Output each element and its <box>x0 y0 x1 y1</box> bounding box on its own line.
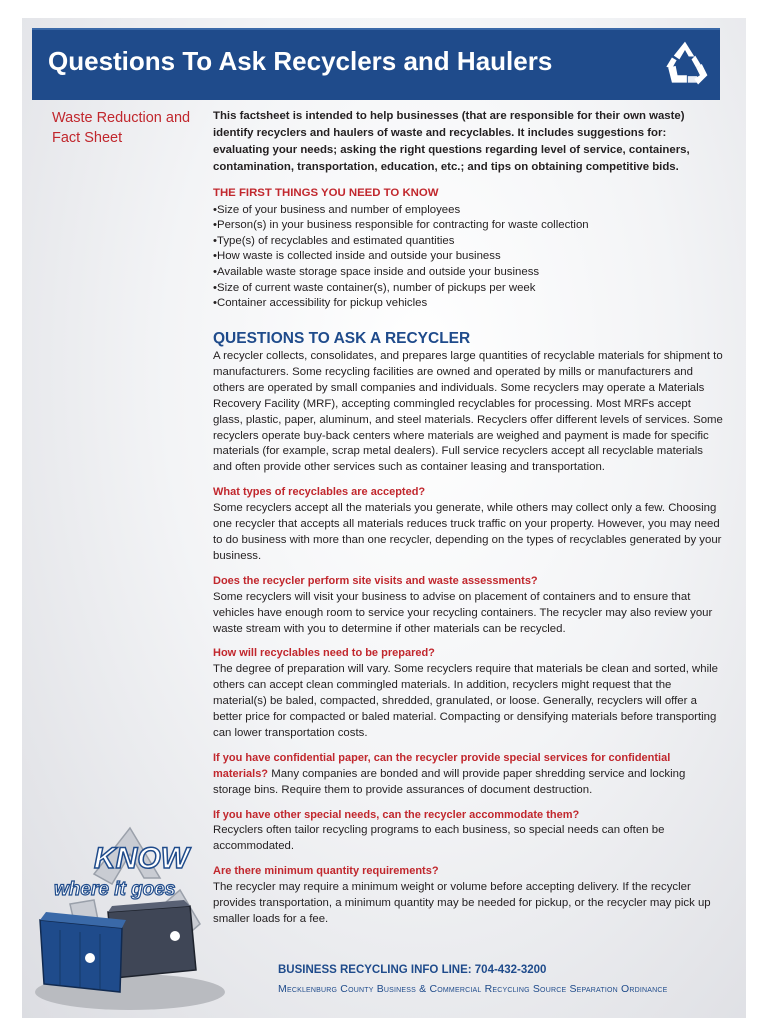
question-block <box>213 485 723 565</box>
question-answer: Many companies are bonded and will provide paper shredding service and locking storage bins. Require them to provide assurances of document destruction. <box>213 767 686 796</box>
recycle-icon <box>657 36 713 92</box>
list-item: • How waste is collected inside and outside your business <box>213 249 723 265</box>
question-block <box>213 751 723 799</box>
graphic-know-text: KNOW <box>94 842 189 875</box>
first-things-heading: THE FIRST THINGS YOU NEED TO KNOW <box>213 187 439 199</box>
recycler-section-body <box>213 349 723 928</box>
question-answer: Some recyclers accept all the materials you generate, while others may collect only a few. Choosing one recycler that accepts all materials reduces truck traffic on your property. However, you may need to do business with more than one recycler, depending on the types of recyclables generated by your business. <box>213 502 722 562</box>
list-item: • Person(s) in your business responsible for contracting for waste collection <box>213 218 723 234</box>
list-item: • Size of your business and number of employees <box>213 203 723 219</box>
know-where-it-goes-graphic <box>30 820 230 1010</box>
question-heading: Are there minimum quantity requirements? <box>213 865 439 878</box>
question-heading: Does the recycler perform site visits and waste assessments? <box>213 574 538 587</box>
list-item: • Container accessibility for pickup vehicles <box>213 296 723 312</box>
recycle-icon <box>85 953 95 963</box>
question-heading: What types of recyclables are accepted? <box>213 486 426 499</box>
first-things-section <box>213 186 723 312</box>
page-title: Questions To Ask Recyclers and Haulers <box>48 46 553 76</box>
list-item: • Type(s) of recyclables and estimated quantities <box>213 234 723 250</box>
ordinance-line: Mecklenburg County Business & Commercial Recycling Source Separation Ordinance <box>278 983 668 995</box>
question-answer: Some recyclers will visit your business to advise on placement of containers and to ensure that vehicles have enough room to service your recycling containers. The recycler may also review your waste stream with you to determine if other materials can be recycled. <box>213 590 713 635</box>
dumpster-front <box>40 912 126 992</box>
question-answer: The degree of preparation will vary. Some recyclers require that materials be clean and sorted, while others can accept clean commingled materials. In addition, recyclers might request that the material(s) be baled, compacted, shredded, granulated, or loose. Generally, recyclers will offer a better price for compacted or baled material. Compacting or densifying materials before transporting can lower transportation costs. <box>213 663 719 739</box>
list-item: • Available waste storage space inside and outside your business <box>213 265 723 281</box>
question-answer: Recyclers often tailor recycling programs to each business, so special needs can often be accommodated. <box>213 824 665 853</box>
question-heading: If you have other special needs, can the recycler accommodate them? <box>213 808 580 821</box>
recycler-intro: A recycler collects, consolidates, and prepares large quantities of recyclable materials for shipment to manufacturers. Some recycling facilities are owned and operated by mills or manufacturers and others are operated by small companies and individuals. Some recyclers may operate a Materials Recovery Facility (MRF), accepting commingled recyclables for processing. Most MRFs accept glass, plastic, paper, aluminum, and steel materials. Recyclers offer different levels of services. Some recyclers operate buy-back centers where materials are weighed and payment is made for specific materials (for example, scrap metal dealers). Full service recyclers accept all recyclable materials and often provide other services such as container leasing and transportation. <box>213 350 723 474</box>
recycler-section-heading: QUESTIONS TO ASK A RECYCLER <box>213 330 471 347</box>
question-heading: How will recyclables need to be prepared? <box>213 647 435 660</box>
question-block <box>213 864 723 928</box>
question-inline <box>213 751 723 799</box>
recycle-icon <box>170 931 180 941</box>
graphic-where-text: where it goes <box>54 879 176 900</box>
first-things-list <box>213 203 723 312</box>
header-banner <box>32 28 720 100</box>
question-answer: The recycler may require a minimum weight or volume before accepting delivery. If the recycler provides transportation, a minimum quantity may be needed for pickup, or the recycler may pick up smaller loads for a fee. <box>213 881 711 925</box>
question-heading: If you have confidential paper, can the recycler provide special services for confidential materials? <box>213 751 671 780</box>
question-block <box>213 574 723 638</box>
question-block <box>213 646 723 741</box>
list-item: • Size of current waste container(s), number of pickups per week <box>213 281 723 297</box>
question-block <box>213 808 723 856</box>
footer <box>278 964 738 995</box>
info-line: BUSINESS RECYCLING INFO LINE: 704-432-3200 <box>278 964 547 976</box>
fact-sheet-label: Waste Reduction and Fact Sheet <box>52 110 191 146</box>
intro-paragraph: This factsheet is intended to help businesses (that are responsible for their own waste) identify recyclers and haulers of waste and recyclables. It includes suggestions for: evaluating your needs; asking the right questions regarding level of service, containers, contamination, transportation, education, etc.; and tips on obtaining competitive bids. <box>213 110 690 173</box>
